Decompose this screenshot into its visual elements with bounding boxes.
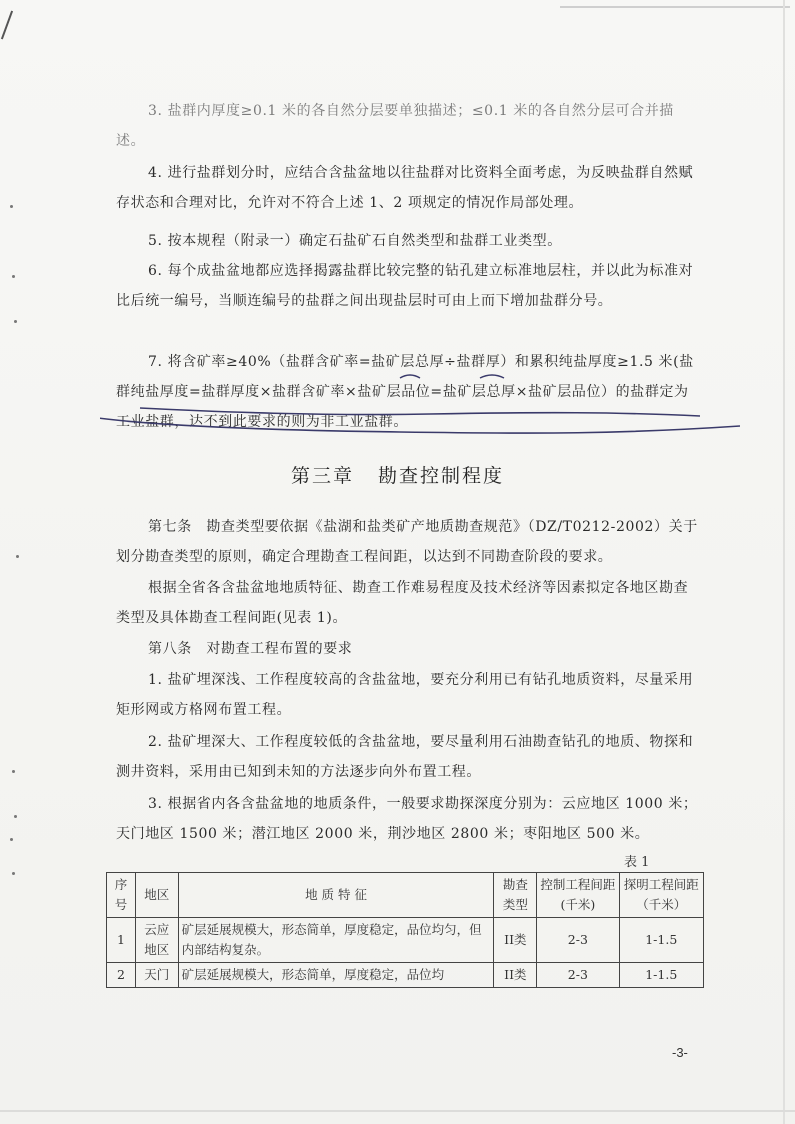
survey-table [106,872,704,988]
article-8-item-1: 1. 盐矿埋深浅、工作程度较高的含盐盆地，要充分利用已有钻孔地质资料，尽量采用矩形网或方格网布置工程。 [116,672,694,718]
scan-edge [560,6,790,8]
chapter-title [0,461,795,488]
scan-mark [1,11,13,40]
cell-area: 云应地区 [135,918,178,963]
article-8-item-3: 3. 根据省内各含盐盆地的地质条件，一般要求勘探深度分别为：云应地区 1000 米；天门地区 1500 米；潜江地区 2000 米，荆沙地区 2800 米；枣阳地区 500 米。 [116,796,698,842]
header-no: 序号 [107,873,136,918]
cell-type: II类 [494,963,537,988]
paragraph-4: 4. 进行盐群划分时，应结合含盐盆地以往盐群对比资料全面考虑，为反映盐群自然赋存状态和合理对比，允许对不符合上述 1、2 项规定的情况作局部处理。 [116,165,694,211]
scan-edge [0,1110,795,1112]
cell-no: 2 [107,963,136,988]
paragraph-5: 5. 按本规程（附录一）确定石盐矿石自然类型和盐群工业类型。 [148,233,562,249]
article-8-heading: 第八条 对勘查工程布置的要求 [148,641,353,657]
cell-no: 1 [107,918,136,963]
scan-speck [14,815,17,818]
cell-control: 2-3 [537,963,619,988]
table-row [107,963,704,988]
paragraph-3: 3. 盐群内厚度≥0.1 米的各自然分层要单独描述；≤0.1 米的各自然分层可合并描述。 [116,103,674,149]
header-control-spacing: 控制工程间距(千米) [537,873,619,918]
chapter-number: 第三章 [290,465,354,487]
scan-speck [12,872,15,875]
article-7-paragraph: 根据全省各含盐盆地地质特征、勘查工作难易程度及技术经济等因素拟定各地区勘查类型及具体勘查工程间距(见表 1)。 [116,580,689,626]
table-label: 表 1 [624,855,650,870]
chapter-heading: 勘查控制程度 [378,465,505,487]
paragraph-7: 7. 将含矿率≥40%（盐群含矿率=盐矿层总厚÷盐群厚）和累积纯盐厚度≥1.5 米(盐群纯盐厚度=盐群厚度×盐群含矿率×盐矿层品位=盐矿层总厚×盐矿层品位）的盐群定为工业盐群，达不到此要求的则为非工业盐群。 [116,354,694,430]
table-row [107,918,704,963]
scan-edge [783,0,785,1124]
cell-feature: 矿层延展规模大，形态简单，厚度稳定，品位均匀，但内部结构复杂。 [178,918,494,963]
cell-proven: 1-1.5 [619,918,703,963]
table-header-row [107,873,704,918]
header-area: 地区 [135,873,178,918]
cell-control: 2-3 [537,918,619,963]
scan-speck [16,555,19,558]
cell-proven: 1-1.5 [619,963,703,988]
scan-speck [10,205,13,208]
article-7: 第七条 勘查类型要依据《盐湖和盐类矿产地质勘查规范》（DZ/T0212-2002）关于划分勘查类型的原则，确定合理勘查工程间距，以达到不同勘查阶段的要求。 [116,519,698,565]
cell-area: 天门 [135,963,178,988]
header-type: 勘查类型 [494,873,537,918]
article-8-item-2: 2. 盐矿埋深大、工作程度较低的含盐盆地，要尽量利用石油勘查钻孔的地质、物探和测井资料，采用由已知到未知的方法逐步向外布置工程。 [116,734,694,780]
scan-speck [12,275,15,278]
page-number: -3- [672,1045,688,1060]
scan-speck [12,770,15,773]
cell-feature: 矿层延展规模大，形态简单，厚度稳定，品位均 [178,963,494,988]
cell-type: II类 [494,918,537,963]
scan-speck [14,320,17,323]
header-proven-spacing: 探明工程间距（千米） [619,873,703,918]
header-feature: 地 质 特 征 [178,873,494,918]
scan-speck [10,838,13,841]
paragraph-6: 6. 每个成盐盆地都应选择揭露盐群比较完整的钻孔建立标准地层柱，并以此为标准对比后统一编号，当顺连编号的盐群之间出现盐层时可由上而下增加盐群分号。 [116,263,694,309]
